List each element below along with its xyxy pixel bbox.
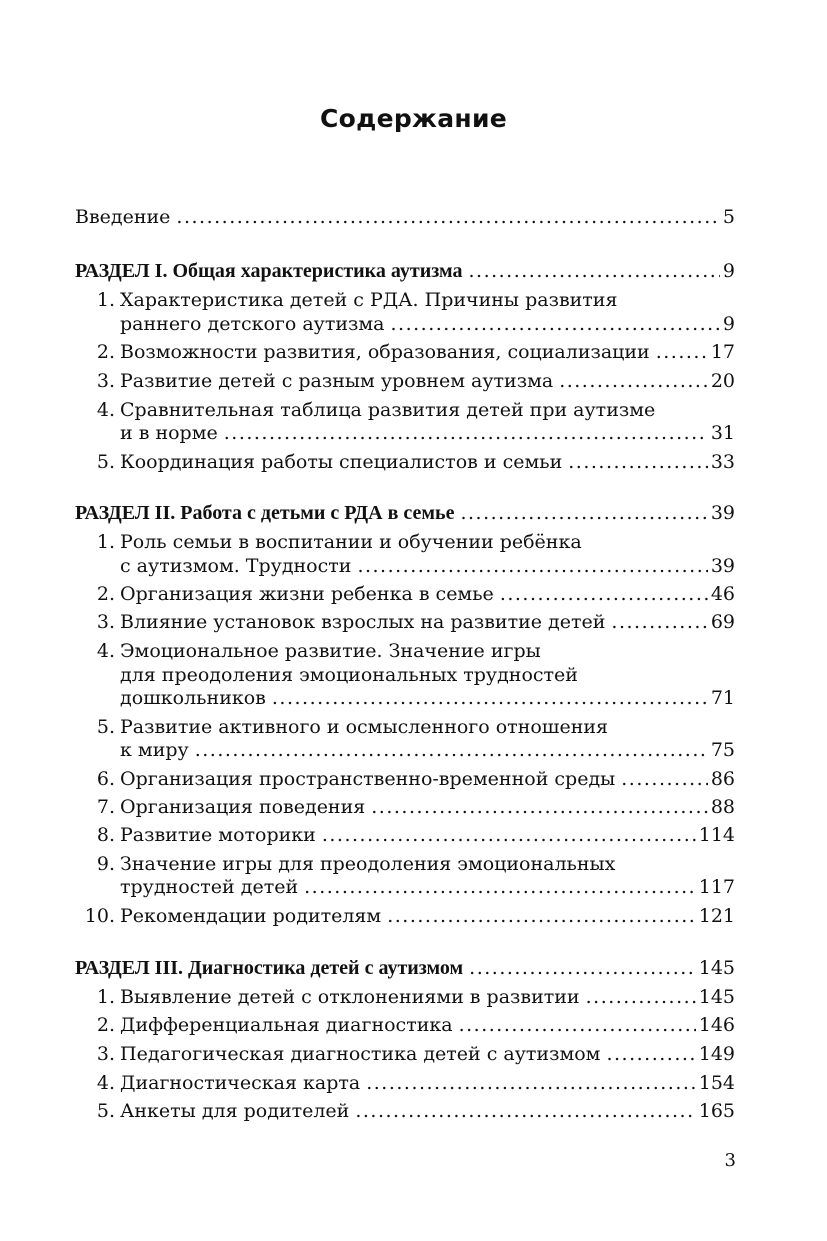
item-number: 5. (96, 716, 115, 738)
toc-item-line[interactable] (120, 339, 735, 365)
toc-item-line[interactable] (120, 794, 735, 820)
item-number: 1. (96, 986, 115, 1008)
leader-dots (586, 984, 696, 1010)
item-text: Роль семьи в воспитании и обучении ребёнка (120, 531, 582, 553)
item-text: Дифференциальная диагностика (120, 1014, 453, 1036)
item-page: 149 (698, 1043, 735, 1065)
item-number: 1. (96, 289, 115, 311)
item-page: 121 (698, 905, 735, 927)
toc-item-line[interactable] (120, 685, 735, 711)
leader-dots (387, 903, 696, 929)
leader-dots (459, 1012, 696, 1038)
leader-dots (176, 204, 719, 230)
entry-label: Введение (75, 206, 171, 228)
item-text: Влияние установок взрослых на развитие детей (120, 611, 606, 633)
leader-dots (355, 1098, 695, 1124)
item-text: Характеристика детей с РДА. Причины развития (120, 289, 618, 311)
toc-item-line[interactable] (120, 553, 735, 579)
leader-dots (559, 368, 708, 394)
item-number: 3. (96, 611, 115, 633)
page-title: Содержание (319, 104, 508, 133)
item-text: Рекомендации родителям (120, 905, 382, 927)
toc-item-line[interactable] (120, 1012, 735, 1038)
item-page: 17 (710, 341, 735, 363)
item-page: 146 (698, 1014, 735, 1036)
toc-entry-intro[interactable] (75, 204, 735, 230)
leader-dots (606, 1041, 695, 1067)
toc-item-line[interactable] (120, 822, 735, 848)
toc-item-line[interactable] (120, 581, 735, 607)
toc-item-line[interactable] (120, 449, 735, 475)
item-text: Организация жизни ребенка в семье (120, 583, 494, 605)
toc-item-line[interactable] (120, 1041, 735, 1067)
leader-dots (366, 1070, 696, 1096)
item-text: Педагогическая диагностика детей с аутизмом (120, 1043, 601, 1065)
item-number: 2. (96, 583, 115, 605)
leader-dots (468, 258, 719, 284)
leader-dots (322, 822, 696, 848)
item-number: 1. (96, 531, 115, 553)
item-text: раннего детского аутизма (120, 313, 385, 335)
section-page: 145 (698, 957, 735, 979)
item-page: 9 (722, 313, 735, 335)
item-number: 10. (84, 905, 115, 927)
item-text: Анкеты для родителей (120, 1100, 350, 1122)
item-text: Возможности развития, образования, социализации (120, 341, 650, 363)
item-number: 4. (96, 399, 115, 421)
item-text: Развитие активного и осмысленного отношения (120, 716, 609, 738)
section-heading[interactable] (75, 258, 735, 284)
item-text: и в норме (120, 422, 218, 444)
leader-dots (391, 311, 720, 337)
item-number: 4. (96, 640, 115, 662)
item-page: 145 (698, 986, 735, 1008)
item-number: 9. (96, 853, 115, 875)
section-heading[interactable] (75, 955, 735, 981)
toc-item-line[interactable] (120, 420, 735, 446)
toc-item-line[interactable] (120, 766, 735, 792)
item-number: 3. (96, 370, 115, 392)
item-number: 6. (96, 768, 115, 790)
entry-page: 5 (722, 206, 735, 228)
item-text: Выявление детей с отклонениями в развитии (120, 986, 580, 1008)
item-text: Развитие детей с разным уровнем аутизма (120, 370, 554, 392)
item-text: Координация работы специалистов и семьи (120, 451, 563, 473)
item-page: 39 (710, 555, 735, 577)
page-number: 3 (724, 1150, 736, 1171)
leader-dots (469, 955, 696, 981)
toc-item-line[interactable] (120, 903, 735, 929)
toc-item-line[interactable] (120, 368, 735, 394)
item-page: 165 (698, 1100, 735, 1122)
leader-dots (195, 737, 708, 763)
leader-dots (621, 766, 708, 792)
item-text: Организация пространственно-временной среды (120, 768, 616, 790)
item-text: Значение игры для преодоления эмоциональных (120, 853, 616, 875)
toc-item-line[interactable] (120, 737, 735, 763)
item-text: Развитие моторики (120, 824, 316, 846)
toc-item-line[interactable] (120, 984, 735, 1010)
item-page: 154 (698, 1072, 735, 1094)
leader-dots (224, 420, 708, 446)
toc-item-line[interactable] (120, 311, 735, 337)
item-page: 20 (710, 370, 735, 392)
item-number: 7. (96, 796, 115, 818)
item-text: Эмоциональное развитие. Значение игры (120, 640, 541, 662)
toc-item-line (120, 529, 735, 555)
item-text: Сравнительная таблица развития детей при аутизме (120, 399, 656, 421)
leader-dots (568, 449, 708, 475)
toc-item-line[interactable] (120, 1070, 735, 1096)
leader-dots (656, 339, 708, 365)
item-number: 3. (96, 1043, 115, 1065)
leader-dots (304, 874, 696, 900)
toc-item-line[interactable] (120, 1098, 735, 1124)
toc-item-line[interactable] (120, 609, 735, 635)
item-number: 4. (96, 1072, 115, 1094)
item-text: к миру (120, 739, 189, 761)
section-title: РАЗДЕЛ III. Диагностика детей с аутизмом (75, 957, 464, 979)
leader-dots (500, 581, 708, 607)
item-text: дошкольников (120, 687, 266, 709)
section-title: РАЗДЕЛ II. Работа с детьми с РДА в семье (75, 502, 455, 524)
toc-item-line (120, 287, 735, 313)
toc-item-line (120, 638, 735, 664)
item-page: 86 (710, 768, 735, 790)
leader-dots (460, 500, 707, 526)
item-text: с аутизмом. Трудности (120, 555, 352, 577)
item-number: 5. (96, 451, 115, 473)
leader-dots (272, 685, 708, 711)
toc-item-line[interactable] (120, 874, 735, 900)
item-page: 71 (710, 687, 735, 709)
section-page: 9 (722, 260, 735, 282)
leader-dots (611, 609, 707, 635)
item-text: трудностей детей (120, 876, 299, 898)
leader-dots (371, 794, 708, 820)
item-page: 46 (710, 583, 735, 605)
section-title: РАЗДЕЛ I. Общая характеристика аутизма (75, 260, 463, 282)
item-text: для преодоления эмоциональных трудностей (120, 664, 578, 686)
item-page: 88 (710, 796, 735, 818)
item-page: 33 (710, 451, 735, 473)
item-page: 117 (698, 876, 735, 898)
leader-dots (357, 553, 707, 579)
item-text: Диагностическая карта (120, 1072, 361, 1094)
item-page: 31 (710, 422, 735, 444)
item-text: Организация поведения (120, 796, 366, 818)
item-number: 5. (96, 1100, 115, 1122)
section-heading[interactable] (75, 500, 735, 526)
item-page: 75 (710, 739, 735, 761)
item-number: 8. (96, 824, 115, 846)
item-page: 114 (698, 824, 735, 846)
item-number: 2. (96, 1014, 115, 1036)
item-page: 69 (710, 611, 735, 633)
item-number: 2. (96, 341, 115, 363)
section-page: 39 (710, 502, 735, 524)
